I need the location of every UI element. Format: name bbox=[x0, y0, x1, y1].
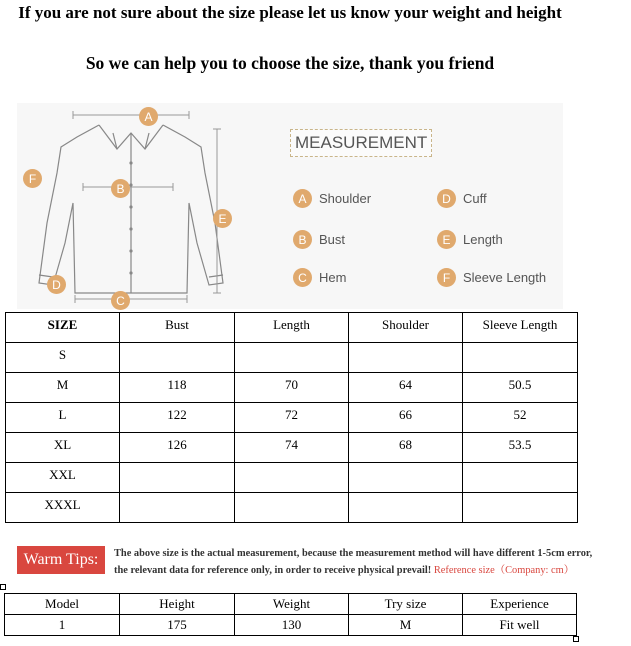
table-cell: 50.5 bbox=[463, 373, 578, 403]
shirt-badge-d: D bbox=[47, 275, 66, 294]
table-row bbox=[6, 403, 578, 433]
header-cell: Weight bbox=[235, 594, 349, 615]
table-header-row bbox=[5, 594, 577, 615]
legend-sleeve-length bbox=[437, 268, 546, 287]
legend-badge: A bbox=[293, 189, 312, 208]
size-chart-table bbox=[5, 312, 578, 523]
legend-hem bbox=[293, 268, 346, 287]
table-cell bbox=[235, 343, 349, 373]
legend-badge: F bbox=[437, 268, 456, 287]
table-cell bbox=[463, 343, 578, 373]
table-row bbox=[6, 373, 578, 403]
legend-label: Cuff bbox=[463, 191, 487, 206]
header-cell: Bust bbox=[120, 313, 235, 343]
legend-badge: B bbox=[293, 230, 312, 249]
legend-label: Sleeve Length bbox=[463, 270, 547, 285]
table-cell: 122 bbox=[120, 403, 235, 433]
legend-badge: D bbox=[437, 189, 456, 208]
table-row bbox=[6, 463, 578, 493]
table-cell: 64 bbox=[349, 373, 463, 403]
table-cell: 118 bbox=[120, 373, 235, 403]
table-cell: M bbox=[6, 373, 120, 403]
table-cell bbox=[235, 463, 349, 493]
shirt-badge-b: B bbox=[111, 179, 130, 198]
table-cell bbox=[349, 463, 463, 493]
table-row bbox=[5, 615, 577, 636]
table-cell bbox=[120, 493, 235, 523]
warm-tips-label: Warm Tips: bbox=[17, 546, 105, 574]
header-cell: Try size bbox=[349, 594, 463, 615]
table-cell: 175 bbox=[120, 615, 235, 636]
table-cell bbox=[120, 343, 235, 373]
legend-length bbox=[437, 230, 503, 249]
table-cell bbox=[463, 463, 578, 493]
reference-size-note: Reference size（Company: cm） bbox=[433, 565, 575, 576]
table-cell: 126 bbox=[120, 433, 235, 463]
warm-tips-line2: the relevant data for reference only, in order to receive physical prevail! Reference size（Company: cm） bbox=[114, 565, 575, 576]
measurement-title: MEASUREMENT bbox=[290, 129, 432, 157]
header-cell: SIZE bbox=[6, 313, 120, 343]
table-cell: 68 bbox=[349, 433, 463, 463]
table-resize-handle[interactable] bbox=[573, 636, 579, 642]
legend-badge: C bbox=[293, 268, 312, 287]
table-cell: S bbox=[6, 343, 120, 373]
table-cell: 1 bbox=[5, 615, 120, 636]
header-cell: Shoulder bbox=[349, 313, 463, 343]
header-cell: Model bbox=[5, 594, 120, 615]
table-cell bbox=[463, 493, 578, 523]
measurement-diagram bbox=[17, 103, 563, 309]
table-cell: 66 bbox=[349, 403, 463, 433]
shirt-badge-e: E bbox=[213, 209, 232, 228]
legend-label: Shoulder bbox=[319, 191, 372, 206]
header-cell: Sleeve Length bbox=[463, 313, 578, 343]
table-cell bbox=[120, 463, 235, 493]
size-help-subheading: So we can help you to choose the size, thank you friend bbox=[85, 53, 495, 73]
legend-shoulder bbox=[293, 189, 371, 208]
table-cell: M bbox=[349, 615, 463, 636]
table-anchor-marker[interactable] bbox=[0, 584, 6, 590]
legend-badge: E bbox=[437, 230, 456, 249]
table-cell: Fit well bbox=[463, 615, 577, 636]
table-cell bbox=[349, 343, 463, 373]
legend-label: Hem bbox=[319, 270, 347, 285]
warm-tips-text bbox=[114, 545, 631, 579]
table-cell: XXL bbox=[6, 463, 120, 493]
table-header-row bbox=[6, 313, 578, 343]
table-row bbox=[6, 343, 578, 373]
table-row bbox=[6, 493, 578, 523]
warm-tips-line1: The above size is the actual measurement, because the measurement method will have different 1-5cm error, bbox=[114, 548, 593, 559]
legend-label: Bust bbox=[319, 232, 346, 247]
header-cell: Experience bbox=[463, 594, 577, 615]
table-cell: XXXL bbox=[6, 493, 120, 523]
table-cell bbox=[235, 493, 349, 523]
legend-label: Length bbox=[463, 232, 503, 247]
shirt-badge-c: C bbox=[111, 291, 130, 310]
legend-bust bbox=[293, 230, 345, 249]
table-cell: XL bbox=[6, 433, 120, 463]
table-cell: 130 bbox=[235, 615, 349, 636]
table-cell: L bbox=[6, 403, 120, 433]
table-cell: 72 bbox=[235, 403, 349, 433]
size-advice-heading: If you are not sure about the size please let us know your weight and height bbox=[18, 3, 562, 22]
legend-cuff bbox=[437, 189, 487, 208]
table-cell bbox=[349, 493, 463, 523]
table-cell: 74 bbox=[235, 433, 349, 463]
shirt-badge-f: F bbox=[23, 169, 42, 188]
table-cell: 52 bbox=[463, 403, 578, 433]
header-cell: Length bbox=[235, 313, 349, 343]
table-cell[interactable]: 53.5 bbox=[463, 433, 578, 463]
table-row bbox=[6, 433, 578, 463]
shirt-badge-a: A bbox=[139, 107, 158, 126]
table-cell: 70 bbox=[235, 373, 349, 403]
model-info-table bbox=[4, 593, 577, 636]
header-cell: Height bbox=[120, 594, 235, 615]
